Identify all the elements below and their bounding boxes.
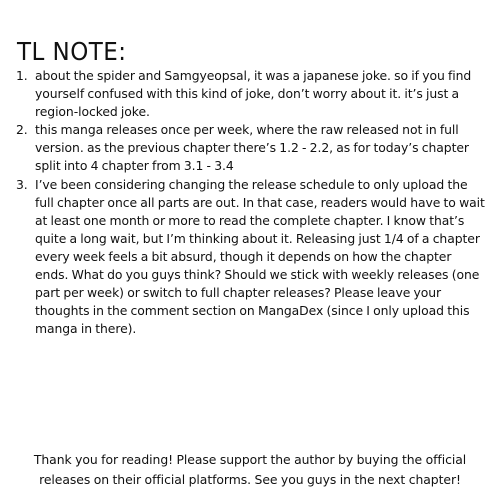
- note-number: 1.: [16, 68, 28, 83]
- closing-message: Thank you for reading! Please support the author by buying the official releases on their official platforms. See you guys in the next chapter!: [33, 452, 467, 488]
- note-text: this manga releases once per week, where the raw released not in full version. as the previous chapter there’s 1.2 - 2.2, as for today’s chapter split into 4 chapter from 3.1 - 3.4: [35, 122, 469, 174]
- note-number: 3.: [16, 176, 28, 192]
- note-item-release-split: [16, 121, 486, 175]
- note-item-spider-joke: [16, 67, 486, 121]
- note-number: 2.: [16, 122, 28, 138]
- translation-notes-list: [16, 67, 486, 338]
- note-text: about the spider and Samgyeopsal, it was a japanese joke. so if you find yourself confused with this kind of joke, don’t worry about it. it’s just a region-locked joke.: [35, 68, 472, 120]
- note-text: I’ve been considering changing the release schedule to only upload the full chapter once all parts are out. In that case, readers would have to wait at least one month or more to read the complete chapter. I know that’s quite a long wait, but I’m thinking about it. Releasing just 1/4 of a chapter every week feels a bit absurd, though it depends on how the chapter ends. What do you guys think? Should we stick with weekly releases (one part per week) or switch to full chapter releases? Please leave your thoughts in the comment section on MangaDex (since I only upload this manga in there).: [35, 176, 485, 337]
- page-title: TL NOTE:: [17, 36, 127, 66]
- note-item-release-schedule-question: [16, 176, 486, 339]
